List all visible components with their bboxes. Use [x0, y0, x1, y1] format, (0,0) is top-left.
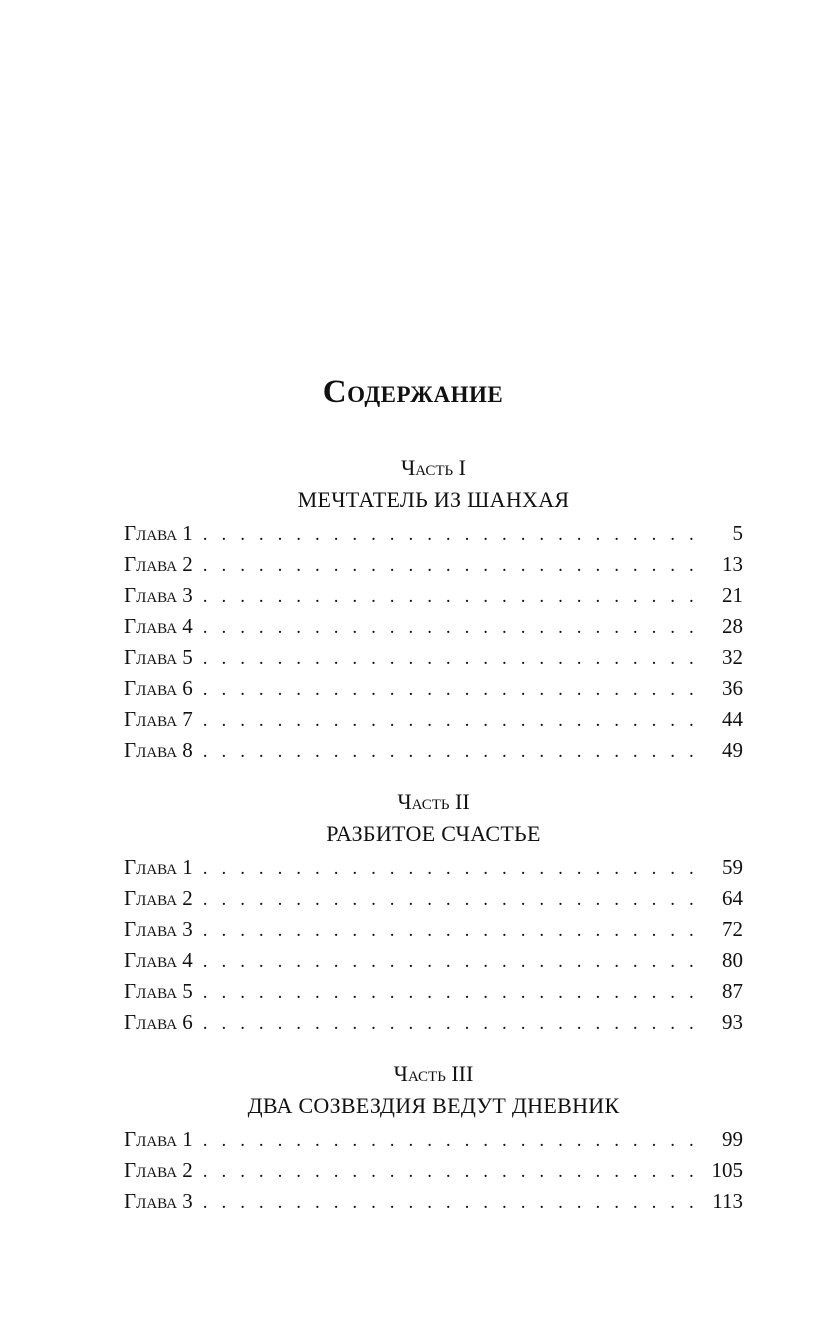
dot-leader — [203, 705, 699, 736]
dot-leader — [203, 977, 699, 1008]
chapter-entry[interactable] — [124, 1124, 743, 1155]
dot-leader — [203, 1125, 699, 1156]
page-number: 32 — [722, 645, 743, 669]
page-number: 44 — [722, 707, 743, 731]
dot-leader — [203, 674, 699, 705]
chapter-entry[interactable] — [124, 1007, 743, 1038]
dot-leader — [203, 550, 699, 581]
chapter-entry[interactable] — [124, 1186, 743, 1217]
chapter-entry[interactable] — [124, 735, 743, 766]
chapter-name: Глава 4 — [124, 614, 193, 638]
page-number: 64 — [722, 886, 743, 910]
part-title: РАЗБИТОЕ СЧАСТЬЕ — [326, 821, 541, 846]
chapter-entry[interactable] — [124, 976, 743, 1007]
dot-leader — [203, 1008, 699, 1039]
chapter-name: Глава 5 — [124, 645, 193, 669]
dot-leader — [203, 736, 699, 767]
dot-leader — [203, 853, 699, 884]
chapter-name: Глава 2 — [124, 552, 193, 576]
page-number: 13 — [722, 552, 743, 576]
chapter-name: Глава 7 — [124, 707, 193, 731]
chapter-name: Глава 3 — [124, 917, 193, 941]
chapter-entry[interactable] — [124, 673, 743, 704]
dot-leader — [203, 946, 699, 977]
chapter-name: Глава 4 — [124, 948, 193, 972]
chapter-entry[interactable] — [124, 945, 743, 976]
page-number: 93 — [722, 1010, 743, 1034]
chapter-entry[interactable] — [124, 642, 743, 673]
chapter-name: Глава 1 — [124, 1127, 193, 1151]
page-number: 72 — [722, 917, 743, 941]
chapter-name: Глава 3 — [124, 1189, 193, 1213]
chapter-entry[interactable] — [124, 1155, 743, 1186]
page-number: 49 — [722, 738, 743, 762]
page-number: 99 — [722, 1127, 743, 1151]
dot-leader — [203, 643, 699, 674]
page-number: 5 — [732, 521, 743, 545]
page-title: Содержание — [322, 374, 504, 411]
page-number: 36 — [722, 676, 743, 700]
dot-leader — [203, 612, 699, 643]
table-of-contents — [124, 454, 743, 1239]
part-section-1 — [124, 454, 743, 766]
part-label: Часть II — [397, 789, 470, 814]
dot-leader — [203, 1156, 699, 1187]
chapter-name: Глава 8 — [124, 738, 193, 762]
chapter-name: Глава 6 — [124, 1010, 193, 1034]
chapter-name: Глава 1 — [124, 521, 193, 545]
chapter-entry[interactable] — [124, 704, 743, 735]
dot-leader — [203, 519, 699, 550]
chapter-entry[interactable] — [124, 549, 743, 580]
chapter-entry[interactable] — [124, 580, 743, 611]
chapter-name: Глава 6 — [124, 676, 193, 700]
chapter-name: Глава 2 — [124, 1158, 193, 1182]
chapter-name: Глава 5 — [124, 979, 193, 1003]
part-title: МЕЧТАТЕЛЬ ИЗ ШАНХАЯ — [297, 487, 570, 512]
chapter-name: Глава 1 — [124, 855, 193, 879]
dot-leader — [203, 884, 699, 915]
dot-leader — [203, 915, 699, 946]
part-label: Часть III — [393, 1061, 474, 1086]
chapter-entry[interactable] — [124, 518, 743, 549]
chapter-entry[interactable] — [124, 883, 743, 914]
chapter-name: Глава 3 — [124, 583, 193, 607]
part-section-2 — [124, 788, 743, 1038]
chapter-entry[interactable] — [124, 611, 743, 642]
page-number: 113 — [712, 1189, 743, 1213]
part-label: Часть I — [401, 455, 466, 480]
page-number: 87 — [722, 979, 743, 1003]
chapter-entry[interactable] — [124, 852, 743, 883]
chapter-entry[interactable] — [124, 914, 743, 945]
page-number: 105 — [711, 1158, 743, 1182]
dot-leader — [203, 581, 699, 612]
part-title: ДВА СОЗВЕЗДИЯ ВЕДУТ ДНЕВНИК — [247, 1093, 620, 1118]
page-number: 21 — [722, 583, 743, 607]
page-number: 59 — [722, 855, 743, 879]
dot-leader — [203, 1187, 699, 1218]
page-number: 80 — [722, 948, 743, 972]
page-number: 28 — [722, 614, 743, 638]
chapter-name: Глава 2 — [124, 886, 193, 910]
part-section-3 — [124, 1060, 743, 1217]
